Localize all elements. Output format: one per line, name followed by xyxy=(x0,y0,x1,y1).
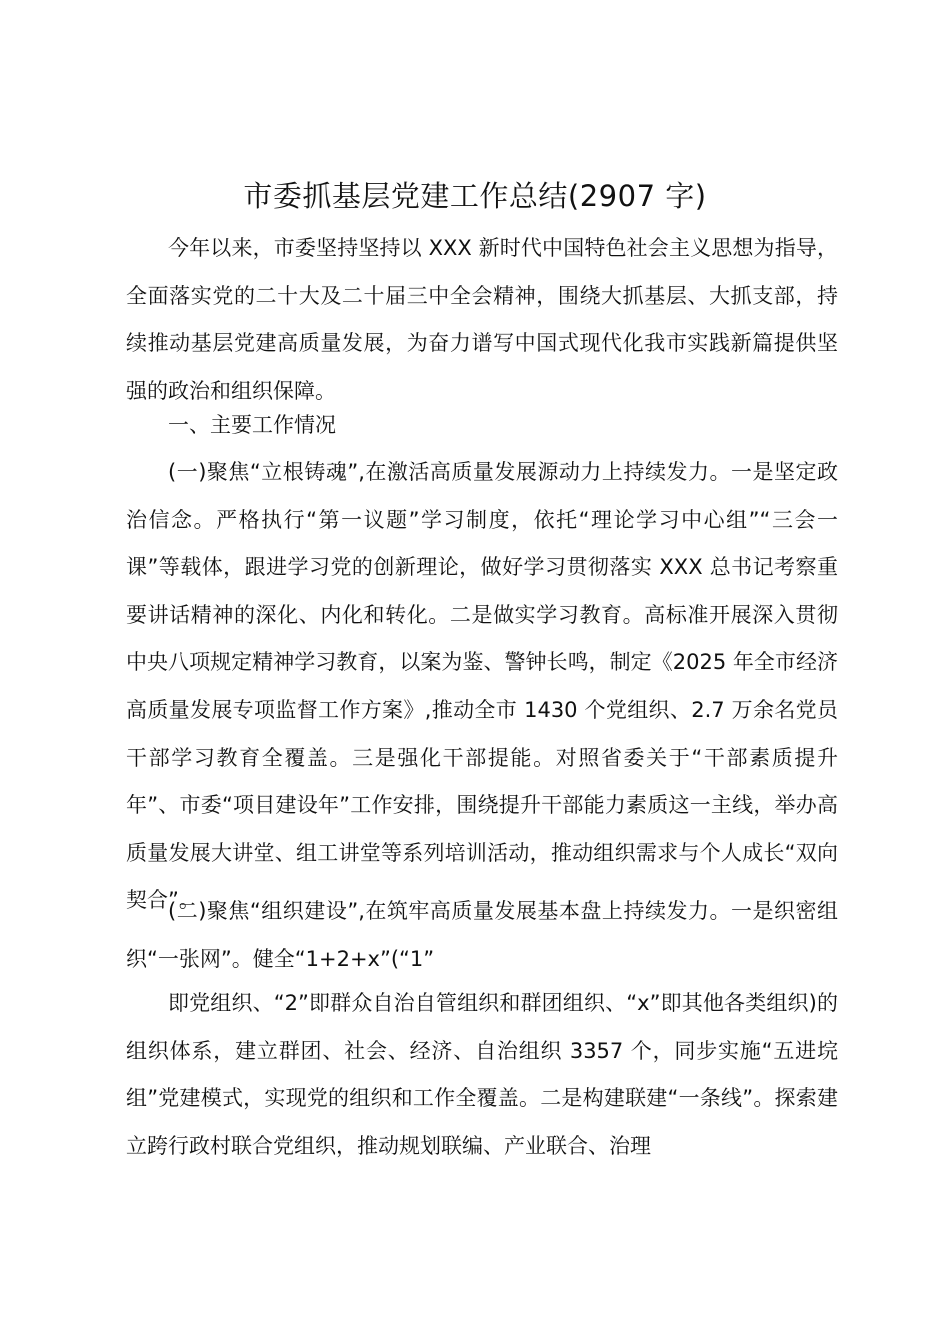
continuation-paragraph: 即党组织、“2”即群众自治自管组织和群团组织、“x”即其他各类组织)的组织体系，建立群团、社会、经济、自治组织 3357 个，同步实施“五进垸组”党建模式，实现党的组织和工作全覆盖。二是构建联建“一条线”。探索建立跨行政村联合党组织，推动规划联编、产业联合、治理 xyxy=(126,991,838,1158)
intro-paragraph: 今年以来，市委坚持坚持以 XXX 新时代中国特色社会主义思想为指导，全面落实党的二十大及二十届三中全会精神，围绕大抓基层、大抓支部，持续推动基层党建高质量发展，为奋力谱写中国式现代化我市实践新篇提供坚强的政治和组织保障。 xyxy=(126,236,838,403)
subsection-paragraph-1: (一)聚焦“立根铸魂”,在激活高质量发展源动力上持续发力。一是坚定政治信念。严格执行“第一议题”学习制度，依托“理论学习中心组”“三会一课”等载体，跟进学习党的创新理论，做好学习贯彻落实 XXX 总书记考察重要讲话精神的深化、内化和转化。二是做实学习教育。高标准开展深入贯彻中央八项规定精神学习教育，以案为鉴、警钟长鸣，制定《2025 年全市经济高质量发展专项监督工作方案》,推动全市 1430 个党组织、2.7 万余名党员干部学习教育全覆盖。三是强化干部提能。对照省委关于“干部素质提升年”、市委“项目建设年”工作安排，围绕提升干部能力素质这一主线，举办高质量发展大讲堂、组工讲堂等系列培训活动，推动组织需求与个人成长“双向契合”。 xyxy=(126,460,838,913)
subsection-paragraph-2: (二)聚焦“组织建设”,在筑牢高质量发展基本盘上持续发力。一是织密组织“一张网”。健全“1+2+x”(“1” xyxy=(126,899,838,971)
document-title: 市委抓基层党建工作总结(2907 字) xyxy=(243,179,707,213)
section-heading: 一、主要工作情况 xyxy=(168,413,336,437)
